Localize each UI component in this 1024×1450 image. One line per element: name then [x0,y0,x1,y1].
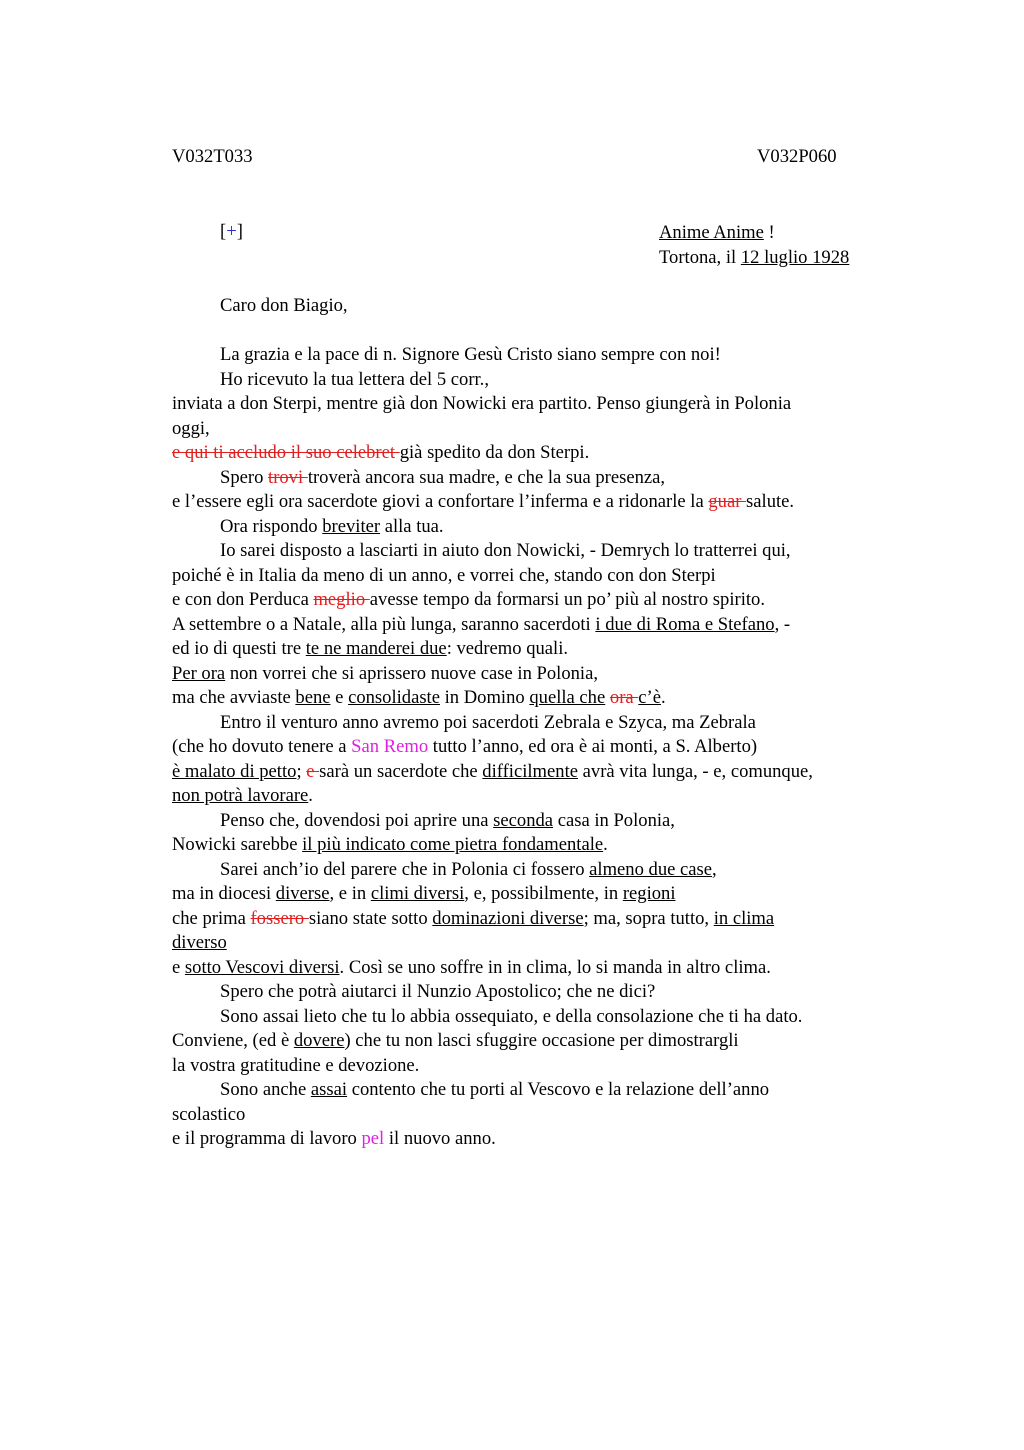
struck-through-text: guar [708,491,747,512]
underlined-text: Per ora [172,662,226,684]
paragraph-gap [172,319,892,344]
letter-line [172,956,892,981]
greeting: Caro don Biagio, [220,295,348,316]
motto-title: Anime Anime [659,222,764,243]
underlined-text: in clima [713,907,775,929]
text-segment: siano state sotto [308,907,433,929]
text-segment: avrà vita lunga, - e, comunque, [578,760,813,782]
letter-line [172,882,892,907]
text-segment: e il programma di lavoro [172,1128,362,1149]
text-segment: contento che tu porti al Vescovo e la relazione dell’anno [347,1079,770,1100]
text-segment: ma in diocesi [172,883,276,904]
letter-line [172,784,892,809]
highlighted-text: pel [361,1128,385,1149]
place-date-line [659,246,849,271]
text-segment: . Così se uno soffre in in clima, lo si manda in altro clima. [339,956,771,978]
plus-symbol: + [226,221,237,242]
underlined-text: quella che [529,687,606,708]
text-segment: , [712,858,717,880]
motto-exclaim: ! [763,222,775,243]
letter-line [172,392,892,417]
place: Tortona, il [659,246,741,268]
letter-line [172,686,892,711]
text-segment: Sarei anch’io del parere che in Polonia ci fossero [220,858,590,880]
text-segment: e con don Perduca [172,589,314,610]
text-segment: che prima [172,907,251,929]
text-segment: e [330,687,349,708]
underlined-text: il più indicato come pietra fondamentale [302,834,604,855]
text-segment: (che ho dovuto tenere a [172,736,352,757]
text-segment: Ora rispondo [220,515,323,537]
text-segment: , - [774,613,791,635]
underlined-text: difficilmente [482,760,578,782]
letter-line [172,637,892,662]
letter-line [172,564,892,589]
letter-line [172,1054,892,1079]
text-segment: la vostra gratitudine e devozione. [172,1054,420,1076]
text-segment: Penso che, dovendosi poi aprire una [220,809,494,831]
text-segment: già spedito da don Sterpi. [399,442,590,463]
text-segment: e l’essere egli ora sacerdote giovi a confortare l’inferma e a ridonarle la [172,491,709,512]
underlined-text: bene [295,687,331,708]
underlined-text: dominazioni diverse [432,907,584,929]
underlined-text: non potrà lavorare [172,785,309,806]
letter-line [172,1029,892,1054]
letter-line [172,1078,892,1103]
underlined-text: è malato di petto [172,760,297,782]
highlighted-text: San Remo [351,736,429,757]
text-segment: ; ma, sopra tutto, [583,907,714,929]
document-code-left: V032T033 [172,146,253,167]
text-segment: ) che tu non lasci sfuggire occasione per dimostrargli [344,1030,739,1051]
motto-line [659,221,849,246]
text-segment: Spero che potrà aiutarci il Nunzio Apostolico; che ne dici? [220,981,656,1002]
underlined-text: i due di Roma e Stefano [595,613,775,635]
letter-lines [172,343,892,1152]
text-segment: casa in Polonia, [553,809,675,831]
letter-line [172,441,892,466]
text-segment: La grazia e la pace di n. Signore Gesù Cristo siano sempre con noi! [220,344,721,365]
letter-line [172,858,892,883]
text-segment: poiché è in Italia da meno di un anno, e vorrei che, stando con don Sterpi [172,564,716,586]
underlined-text: sotto Vescovi diversi [184,956,340,978]
letter-line [172,515,892,540]
struck-through-text: trovi [268,466,308,488]
text-segment: il nuovo anno. [384,1128,496,1149]
text-segment: troverà ancora sua madre, e che la sua presenza, [307,466,666,488]
text-segment: Sono assai lieto che tu lo abbia ossequiato, e della consolazione che ti ha dato. [220,1005,803,1027]
letter-line [172,809,892,834]
text-segment: non vorrei che si aprissero nuove case in Polonia, [225,662,598,684]
text-segment: , e in [329,883,371,904]
text-segment: Conviene, (ed è [172,1030,294,1051]
letter-line [172,588,892,613]
text-segment: e [172,956,185,978]
text-segment: ma che avviaste [172,687,296,708]
letter-line [172,907,892,932]
letter-line [172,931,892,956]
struck-through-text: meglio [313,589,370,610]
text-segment: avesse tempo da formarsi un po’ più al nostro spirito. [369,589,765,610]
text-segment: Nowicki sarebbe [172,834,303,855]
underlined-text: seconda [493,809,554,831]
letter-line [172,662,892,687]
text-segment: A settembre o a Natale, alla più lunga, saranno sacerdoti [172,613,596,635]
text-segment: alla tua. [380,515,444,537]
letter-line [172,711,892,736]
bracket-open: [ [220,221,227,242]
letter-line [172,760,892,785]
text-segment: tutto l’anno, ed ora è ai monti, a S. Alberto) [428,736,758,757]
struck-through-text: e [306,760,320,782]
text-segment: ed io di questi tre [172,638,306,659]
struck-through-text: e qui ti accludo il suo celebret [172,442,400,463]
underlined-text: diverso [172,932,227,953]
motto-block [659,221,849,270]
underlined-text: te ne manderei due [305,638,447,659]
letter-line [172,490,892,515]
underlined-text: climi diversi [370,883,465,904]
text-segment: Spero [220,466,269,488]
document-code-right: V032P060 [757,146,837,167]
text-segment: inviata a don Sterpi, mentre già don Nowicki era partito. Penso giungerà in Polonia [172,393,792,414]
struck-through-text: ora [609,687,639,708]
text-segment: ; [296,760,307,782]
text-segment: sarà un sacerdote che [319,760,483,782]
letter-line [172,735,892,760]
letter-line [172,1103,892,1128]
text-segment: . [308,785,313,806]
text-segment: . [660,687,666,708]
underlined-text: breviter [322,515,381,537]
letter-line [172,417,892,442]
bracket-close: ] [236,221,243,242]
text-segment: Sono anche [220,1079,311,1100]
underlined-text: c’è [638,687,661,708]
struck-through-text: fossero [250,907,309,929]
text-segment: oggi, [172,417,210,439]
letter-line [172,343,892,368]
text-segment: Io sarei disposto a lasciarti in aiuto don Nowicki, - Demrych lo tratterrei qui, [220,540,791,561]
underlined-text: almeno due case [589,858,713,880]
text-segment: salute. [746,491,795,512]
text-segment: in Domino [439,687,530,708]
text-segment: . [603,834,608,855]
text-segment: : vedremo quali. [446,638,569,659]
text-segment: Entro il venturo anno avremo poi sacerdoti Zebrala e Szyca, ma Zebrala [220,711,756,733]
letter-line [172,466,892,491]
letter-line [172,1127,892,1152]
underlined-text: assai [310,1079,348,1100]
underlined-text: regioni [622,883,676,904]
text-segment: Ho ricevuto la tua lettera del 5 corr., [220,368,489,390]
underlined-text: dovere [293,1030,345,1051]
letter-line [172,833,892,858]
letter-line [172,1005,892,1030]
cross-marker [220,221,243,243]
letter-date: 12 luglio 1928 [740,246,850,268]
underlined-text: diverse [275,883,330,904]
text-segment: scolastico [172,1103,246,1125]
letter-line [172,980,892,1005]
text-segment: , e, possibilmente, in [464,883,623,904]
letter-line [172,539,892,564]
letter-line [172,368,892,393]
letter-body [172,294,892,1152]
letter-line [172,613,892,638]
underlined-text: consolidaste [348,687,440,708]
